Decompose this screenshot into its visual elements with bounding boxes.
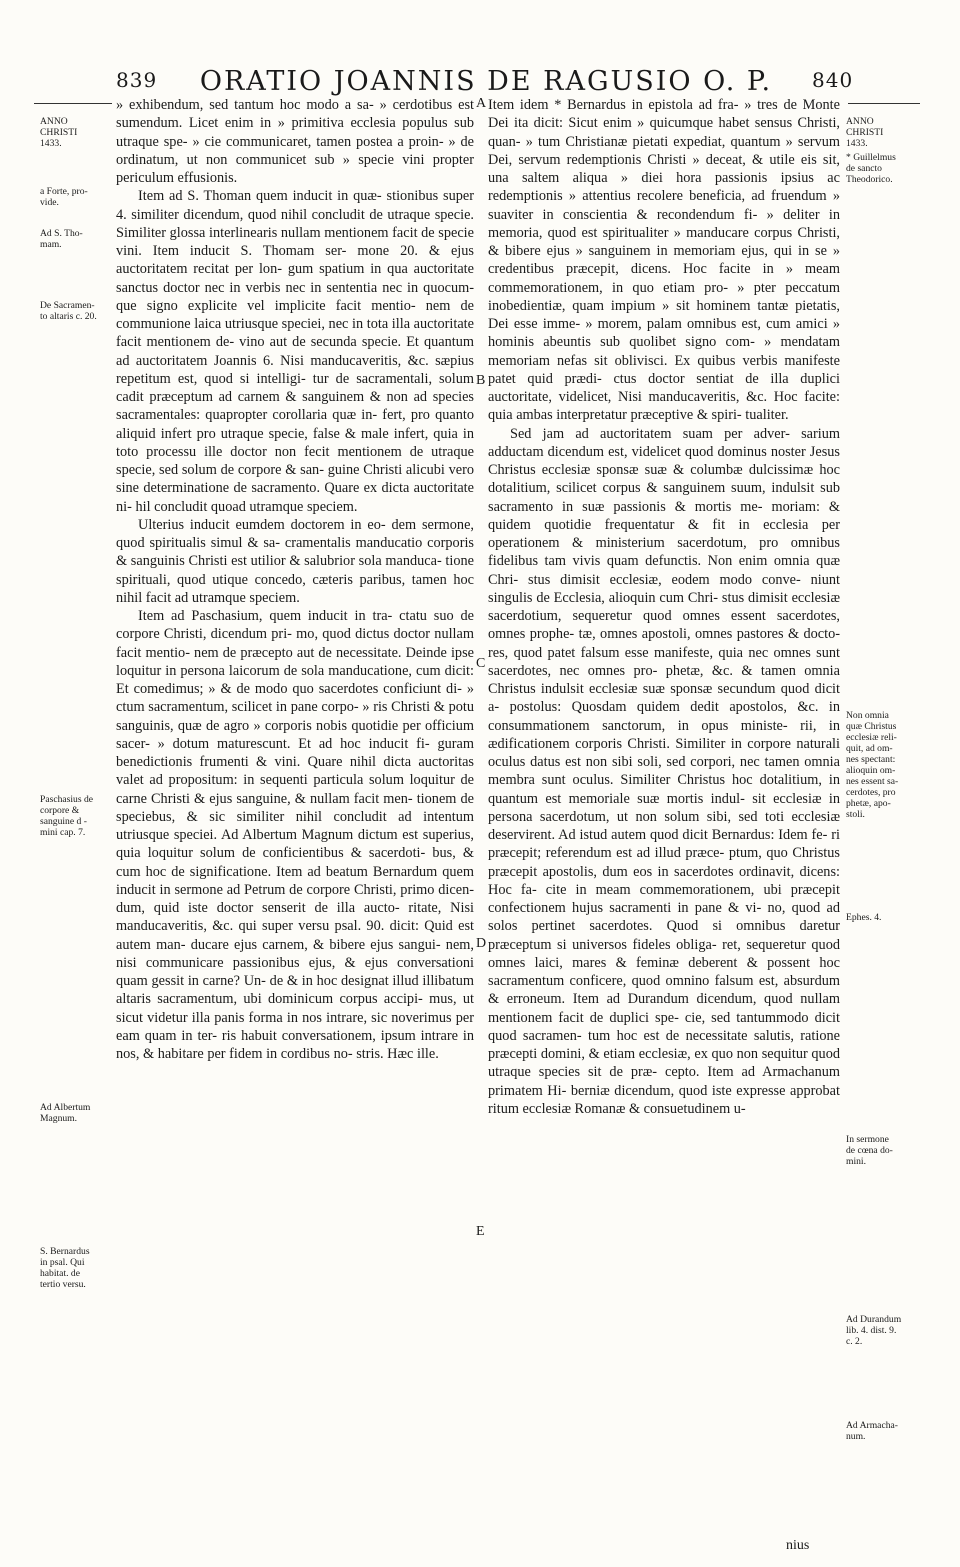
text-column-right — [488, 96, 840, 1516]
section-letter-b: B — [476, 373, 486, 388]
margin-note: In sermone de cœna do- mini. — [846, 1134, 893, 1167]
margin-note: Ad Durandum lib. 4. dist. 9. c. 2. — [846, 1314, 902, 1347]
margin-note: Ad Armacha- num. — [846, 1420, 898, 1442]
section-letter-c: C — [476, 656, 486, 671]
paragraph: Ulterius inducit eumdem doctorem in eo- dem sermone, quod spiritualis simul & sa- cramentalis manducatio corporis & sanguinis Christi est utilior & salubrior sola manduca- tione spirituali, quod utique concedo, cæteris paribus, tamen hoc nihil facit ad utramque speciem. — [116, 516, 474, 606]
margin-rule-right — [848, 103, 920, 104]
margin-note-year: ANNO CHRISTI 1433. — [40, 116, 78, 149]
page-number-right: 840 — [812, 68, 854, 92]
paragraph: Sed jam ad auctoritatem suam per adver- sarium adductam dicendum est, videlicet quod dominus noster Jesus Christus ecclesiæ sponsæ suæ & columbæ dulcissimæ hoc dotalitium, scilicet corpus & sanguinem suum, indulsit sub sacramento in suæ passionis & mortis me- moriam: & quidem quotidie frequentatur & fit in ecclesia per operationem & ministerium sacerdotum, pro omnibus fidelibus tam vivis quam defunctis. Non enim omnia quæ Chri- stus dimisit ecclesiæ, eodem modo conve- niunt singulis de Ecclesia, alioquin cum Chri- stus dimisit ecclesiæ sacerdotium, sequeretur quod omnes essent sacerdotes, omnes prophe- tæ, omnes apostoli, omnes pastores & docto- res, quod patet falsum esse manifeste, quia nec omnes sunt sacerdotes, nec omnes pro- phetæ, &c. & tamen omnia Christus indulsit ecclesiæ suæ sponsæ secundum quod dicit a- postolus: Quosdam quidem dedit apostolos, &c. in consummationem sanctorum, in opus ministe- rii, in ædificationem corporis Christi. Similiter in corpore naturali oculus datus est non sibi soli, sed corpori, nec tamen omnia membra sunt oculus. Similiter Christus hoc dotalitium, in quantum est memoriale suæ mortis indul- sit ecclesiæ in persona sacerdotum, ut non solum sibi, sed toti ecclesiæ deservirent. Ad istud autem quod dicit Bernardus: Idem fe- ri præcepit; referendum est ad illud præce- ptum, quo Christus præcepit apostolis, dum eos in sacerdotes ordinavit, dicens: Hoc fa- cite in meam commemorationem, ubi præcepit confectionem hujus sacramenti in pane & vi- no, quod ad solos pertinet sacerdotes. Quod si omnibus daretur præceptum si universos fideles obliga- ret, sequeretur quod omnes laici, mares & feminæ deberent & possent hoc sacramentum conficere, quod omnino falsum est, absurdum & erroneum. Item ad Durandum dicendum, quod nullam mentionem facit de duplici spe- cie, sed tantummodo dicit quod sacramen- tum hoc est de necessitate salutis, ratione præcepti domini, & etiam ecclesiæ, ex quo non sequitur quod utraque species sit de præ- cepto. Item ad Armachanum primatem Hi- berniæ dicendum, quod iste expresse approbat ritum ecclesiæ Romanæ & consuetudinem u- — [488, 425, 840, 1117]
section-letter-d: D — [476, 936, 487, 951]
section-letter-e: E — [476, 1224, 485, 1239]
margin-note: S. Bernardus in psal. Qui habitat. de tertio versu. — [40, 1246, 90, 1290]
margin-note: Ad Albertum Magnum. — [40, 1102, 91, 1124]
margin-note: De Sacramen- to altaris c. 20. — [40, 300, 97, 322]
margin-note-year: ANNO CHRISTI 1433. — [846, 116, 884, 149]
running-title: ORATIO JOANNIS DE RAGUSIO O. P. — [199, 66, 773, 97]
margin-note: Ad S. Tho- mam. — [40, 228, 83, 250]
page-header — [0, 66, 960, 96]
margin-note: Non omnia quæ Christus ecclesiæ reli- quit, ad om- nes spectant: alioquin om- nes essent sa- cerdotes, pro phetæ, apo- stoli. — [846, 710, 899, 820]
margin-note: Ephes. 4. — [846, 912, 882, 923]
margin-note: a Forte, pro- vide. — [40, 186, 88, 208]
paragraph: » exhibendum, sed tantum hoc modo a sa- » cerdotibus est sumendum. Licet enim in » primitiva ecclesia populus sub utraque spe- » cie communicaret, tamen postea a proin- » de ordinatum, ut non communicet sub » specie vini propter periculum effusionis. — [116, 97, 474, 186]
paragraph: Item idem * Bernardus in epistola ad fra- » tres de Monte Dei ita dicit: Sicut enim » quicumque habet sensus Christi, quan- » tum Christianæ pietati expediat, quantum » servum Dei, servum redemptionis Christi » deceat, & utile eis sit, una saltem aliqua » diei hora passionis ipsius ac redemptionis » attentius recolere beneficia, ad fruendum » suaviter in conscientia & recondendum fi- » deliter in memoria, quod est spiritualiter » manducare corpus Christi, & bibere ejus » sanguinem in memoriam ejus, qui in se » credentibus præcepit, dicens. Hoc facite in » meam commemorationem, in quo etiam pro- » pter peccatum inobedientiæ, quam impium » sit hominem tantæ pietatis, Dei esse imme- » morem, palam omnibus est, cum amici » hominis abeuntis sub quolibet signo com- » mendatam memoriam nefas sit oblivisci. Ex quibus verbis manifeste patet quid prædi- ctus doctor sentiat de illa duplici auctoritate, videlicet, Nisi manducaveritis, &c. Hoc facite: quia ambas interpretatur præceptive & spiri- tualiter. — [488, 97, 840, 424]
margin-note: Paschasius de corpore & sanguine d - mini cap. 7. — [40, 794, 94, 838]
page-number-left: 839 — [116, 68, 158, 92]
catchword: nius — [786, 1538, 810, 1553]
section-letter-a: A — [476, 96, 487, 111]
text-column-left — [116, 96, 474, 1516]
paragraph: Item ad S. Thoman quem inducit in quæ- stionibus super 4. similiter dicendum, quod nihil concludit de utraque specie. Similiter glossa interlinearis nullam mentionem facit de specie vini. Item inducit S. Thomam ser- mone 20. & ejus auctoritatem recitat per lon- gum spatium in qua auctoritate sanctus doctor nec in verbis nec in sententia nec in quocum- que signo explicite vel implicite facit mentio- nem de communione laica utriusque speciei, nec in tota illa auctoritate facit mentionem de- vino aut de secunda specie. Et quantum ad auctoritatem Joannis 6. Nisi manducaveritis, &c. sæpius repetitum est, quod si intelligi- tur de sacramentali, solum cadit præceptum ad carnem & sanguinem & non ad species sacramentales: quapropter corollaria quæ in- fert, pro quanto aliquid infert pro utraque specie, false & male infert, quia in toto processu ille doctor non fecit mentionem de utraque specie, sed solum de corpore & san- guine Christi alicubi vero sine determinatione de sacramento. Quare ex dicta auctoritate ni- hil concludit quoad utramque speciem. — [116, 188, 474, 515]
margin-rule-left — [34, 103, 112, 104]
margin-note: * Guillelmus de sancto Theodorico. — [846, 152, 896, 185]
paragraph: Item ad Paschasium, quem inducit in tra- ctatu suo de corpore Christi, dicendum pri- mo, quod dictus doctor nullam facit mentio- nem de præcepto aut de necessitate. Deinde ipse loquitur in persona laicorum de sola manducatione, cum dicit: Et comedimus; » & de modo quo sacerdotes conficiunt di- » ctum sacramentum, scilicet in pane corpo- » ris Christi & potu sanguinis, quæ de agro » corporis nobis quotidie per officium sacer- » dotum maturescunt. Et ad hoc inducit fi- guram benedictionis frumenti & vini. Quare nihil dicta auctoritas valet ad propositum: in sequenti particula solum loquitur de carne Christi & ejus sanguine, & nullam facit men- tionem de speciebus, & sic similiter nihil concludit ad intentum utriusque speciei. Ad Albertum Magnum dictum est superius, quia loquitur solum de conficientibus & sacerdoti- bus, & cum hoc de significatione. Item ad beatum Bernardum quem inducit in sermone ad Petrum de corpore Christi, primo dicen- dum, quid iste doctor senserit de illa aucto- ritate, Nisi manducaveritis, &c. qui super versu psal. 90. dicit: Quid est autem man- ducare ejus carnem, & bibere ejus sangui- nem, nisi communicare passionibus ejus, & ejus conversationi quam gessit in carne? Un- de & in hoc designat illud illibatum altaris sacramentum, ubi dominicum corpus accipi- mus, ut sicut videtur illa panis forma in nos intrare, sic noverimus per eam quam in ter- ris habuit conversationem, ipsum intrare in nos, & habitare per fidem in cordibus no- stris. Hæc ille. — [116, 608, 474, 1062]
